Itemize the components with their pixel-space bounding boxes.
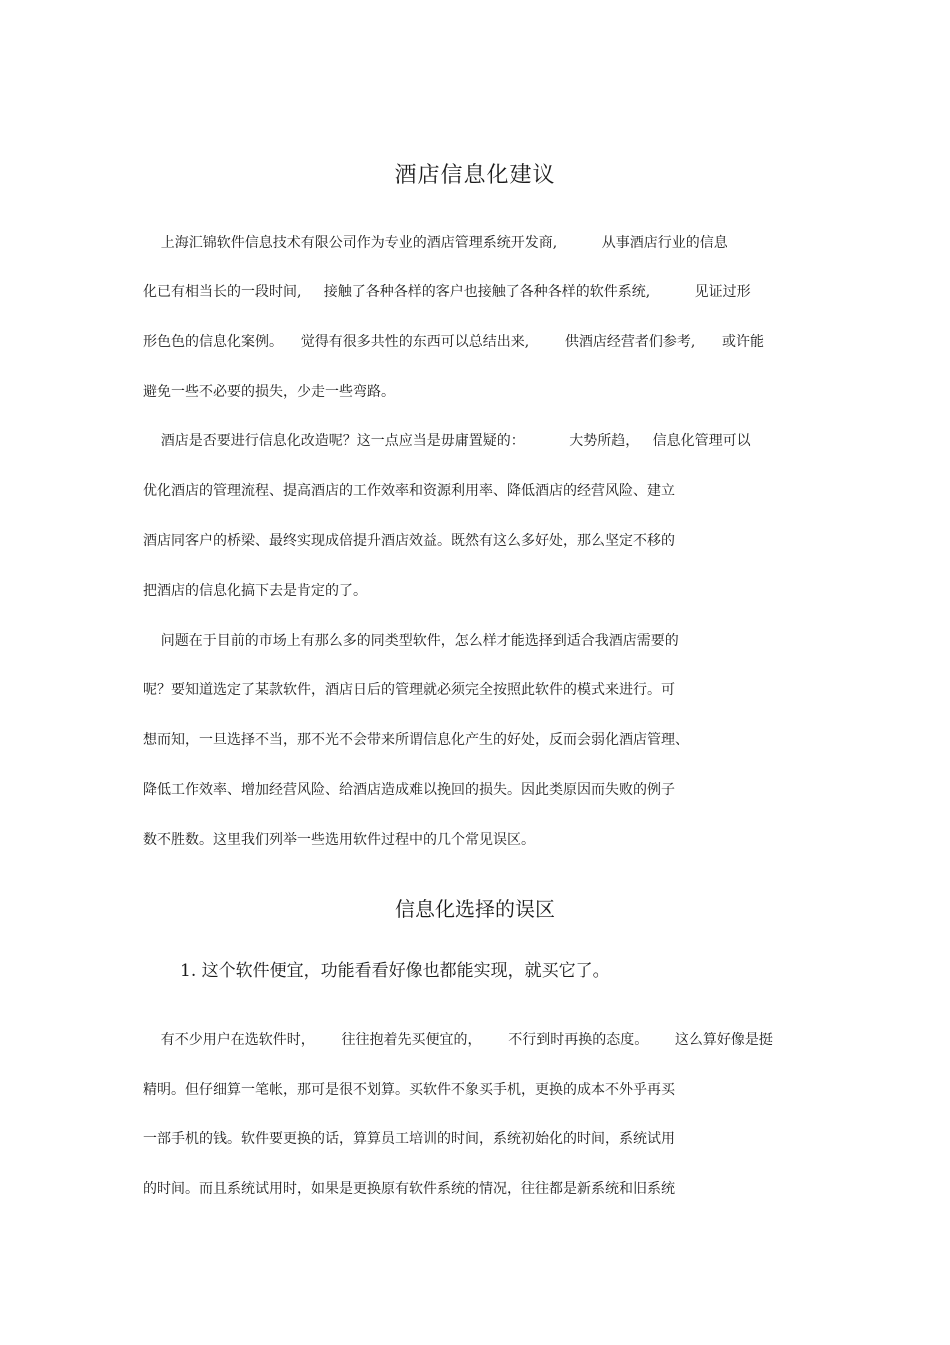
item-heading-1: 1. 这个软件便宜，功能看看好像也都能实现，就买它了。 [180, 961, 610, 981]
paragraph-2-line-1: 酒店是否要进行信息化改造呢？这一点应当是毋庸置疑的： 大势所趋， 信息化管理可以 [143, 433, 751, 449]
paragraph-3-line-5: 数不胜数。这里我们列举一些选用软件过程中的几个常见误区。 [143, 832, 535, 848]
item-paragraph-line-1: 有不少用户在选软件时， 往往抱着先买便宜的， 不行到时再换的态度。 这么算好像是挺 [143, 1032, 773, 1048]
section-title: 信息化选择的误区 [395, 897, 555, 921]
paragraph-1-line-1: 上海汇锦软件信息技术有限公司作为专业的酒店管理系统开发商, 从事酒店行业的信息 [143, 235, 728, 251]
paragraph-2-line-4: 把酒店的信息化搞下去是肯定的了。 [143, 583, 367, 599]
item-paragraph-line-3: 一部手机的钱。软件要更换的话，算算员工培训的时间，系统初始化的时间，系统试用 [143, 1131, 675, 1147]
paragraph-1-line-2: 化已有相当长的一段时间, 接触了各种各样的客户也接触了各种各样的软件系统, 见证过形 [143, 284, 751, 300]
paragraph-3-line-1: 问题在于目前的市场上有那么多的同类型软件，怎么样才能选择到适合我酒店需要的 [143, 633, 679, 649]
paragraph-3-line-4: 降低工作效率、增加经营风险、给酒店造成难以挽回的损失。因此类原因而失败的例子 [143, 782, 675, 798]
document-title: 酒店信息化建议 [394, 163, 556, 188]
paragraph-1-line-4: 避免一些不必要的损失，少走一些弯路。 [143, 384, 395, 400]
item-paragraph-line-2: 精明。但仔细算一笔帐，那可是很不划算。买软件不象买手机，更换的成本不外乎再买 [143, 1082, 675, 1098]
paragraph-2-line-3: 酒店同客户的桥梁、最终实现成倍提升酒店效益。既然有这么多好处，那么坚定不移的 [143, 533, 675, 549]
paragraph-1-line-3: 形色色的信息化案例。 觉得有很多共性的东西可以总结出来, 供酒店经营者们参考, 或许能 [143, 334, 765, 350]
paragraph-2-line-2: 优化酒店的管理流程、提高酒店的工作效率和资源利用率、降低酒店的经营风险、建立 [143, 483, 675, 499]
item-paragraph-line-4: 的时间。而且系统试用时，如果是更换原有软件系统的情况，往往都是新系统和旧系统 [143, 1181, 675, 1197]
paragraph-3-line-3: 想而知，一旦选择不当，那不光不会带来所谓信息化产生的好处，反而会弱化酒店管理、 [143, 732, 689, 748]
paragraph-3-line-2: 呢？要知道选定了某款软件，酒店日后的管理就必须完全按照此软件的模式来进行。可 [143, 682, 675, 698]
